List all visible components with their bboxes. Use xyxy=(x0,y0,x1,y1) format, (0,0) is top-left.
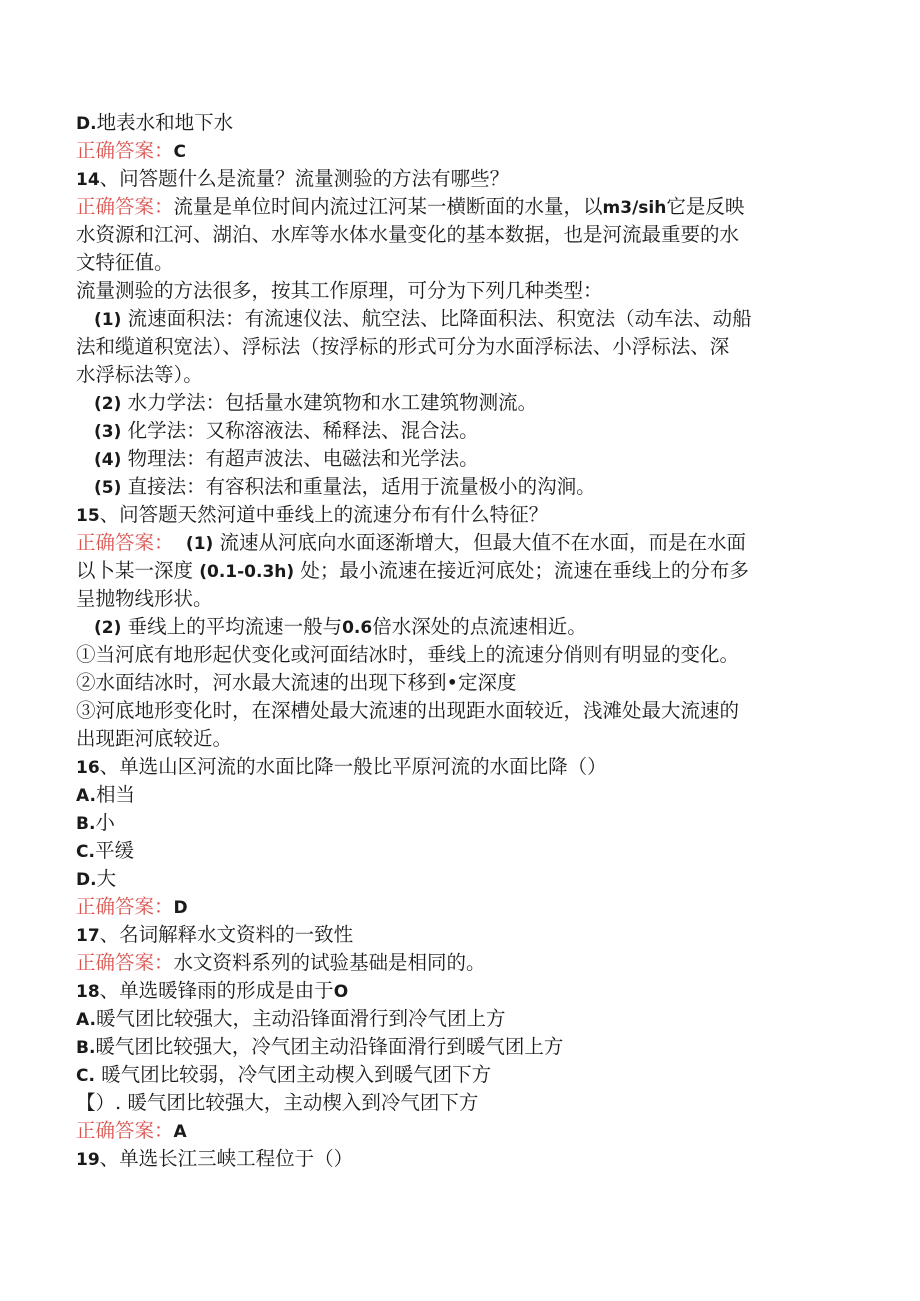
question-18: 18、单选暖锋雨的形成是由于O xyxy=(76,979,349,1002)
text-line: ②水面结冰时，河水最大流速的出现下移到•定深度 xyxy=(76,671,517,694)
answer-line: 正确答案：C xyxy=(76,139,186,162)
option-c: C. 暖气团比较弱，冷气团主动楔入到暖气团下方 xyxy=(76,1063,492,1086)
list-item: (1) 流速面积法：有流速仪法、航空法、比降面积法、积宽法（动车法、动船 xyxy=(94,307,752,330)
question-16: 16、单选山区河流的水面比降一般比平原河流的水面比降（） xyxy=(76,755,607,778)
answer-line: 正确答案：A xyxy=(76,1119,187,1142)
list-item: (4) 物理法：有超声波法、电磁法和光学法。 xyxy=(94,447,479,470)
text-line: ③河底地形变化时，在深槽处最大流速的出现距水面较近，浅滩处最大流速的 xyxy=(76,699,740,722)
text-line: 流量测验的方法很多，按其工作原理，可分为下列几种类型： xyxy=(76,279,603,302)
answer-line: 正确答案：流量是单位时间内流过江河某一横断面的水量，以m3/sih它是反映 xyxy=(76,195,745,218)
option-d: 【）. 暖气团比较强大，主动楔入到冷气团下方 xyxy=(76,1091,479,1114)
list-item: (2) 垂线上的平均流速一般与0.6倍水深处的点流速相近。 xyxy=(94,615,587,638)
text-line: 文特征值。 xyxy=(76,251,174,274)
option-b: B.暖气团比较强大，冷气团主动沿锋面滑行到暖气团上方 xyxy=(76,1035,564,1058)
answer-line: 正确答案：D xyxy=(76,895,188,918)
answer-line: 正确答案：水文资料系列的试验基础是相同的。 xyxy=(76,951,486,974)
text-line: 水资源和江河、湖泊、水库等水体水量变化的基本数据，也是河流最重要的水 xyxy=(76,223,740,246)
option-a: A.相当 xyxy=(76,783,135,806)
question-17: 17、名词解释水文资料的一致性 xyxy=(76,923,354,946)
option-d: D.大 xyxy=(76,867,117,890)
text-line: 法和缆道积宽法）、浮标法（按浮标的形式可分为水面浮标法、小浮标法、深 xyxy=(76,335,730,358)
list-item: (5) 直接法：有容积法和重量法，适用于流量极小的沟涧。 xyxy=(94,475,596,498)
text-line: 呈抛物线形状。 xyxy=(76,587,213,610)
text-line: 出现距河底较近。 xyxy=(76,727,233,750)
list-item: (2) 水力学法：包括量水建筑物和水工建筑物测流。 xyxy=(94,391,538,414)
option-c: C.平缓 xyxy=(76,839,134,862)
text-line: 以卜某一深度 (0.1-0.3h) 处；最小流速在接近河底处；流速在垂线上的分布多 xyxy=(76,559,749,582)
text-line: 水浮标法等）。 xyxy=(76,363,203,386)
answer-line: 正确答案： (1) 流速从河底向水面逐渐增大，但最大值不在水面，而是在水面 xyxy=(76,531,747,554)
text-line: ①当河底有地形起伏变化或河面结冰时，垂线上的流速分俏则有明显的变化。 xyxy=(76,643,740,666)
list-item: (3) 化学法：又称溶液法、稀释法、混合法。 xyxy=(94,419,479,442)
question-14: 14、问答题什么是流量？流量测验的方法有哪些？ xyxy=(76,167,510,190)
question-19: 19、单选长江三峡工程位于（） xyxy=(76,1147,354,1170)
option-b: B.小 xyxy=(76,811,115,834)
question-15: 15、问答题天然河道中垂线上的流速分布有什么特征？ xyxy=(76,503,549,526)
option-a: A.暖气团比较强大，主动沿锋面滑行到冷气团上方 xyxy=(76,1007,506,1030)
option-d: D.地表水和地下水 xyxy=(76,111,234,134)
